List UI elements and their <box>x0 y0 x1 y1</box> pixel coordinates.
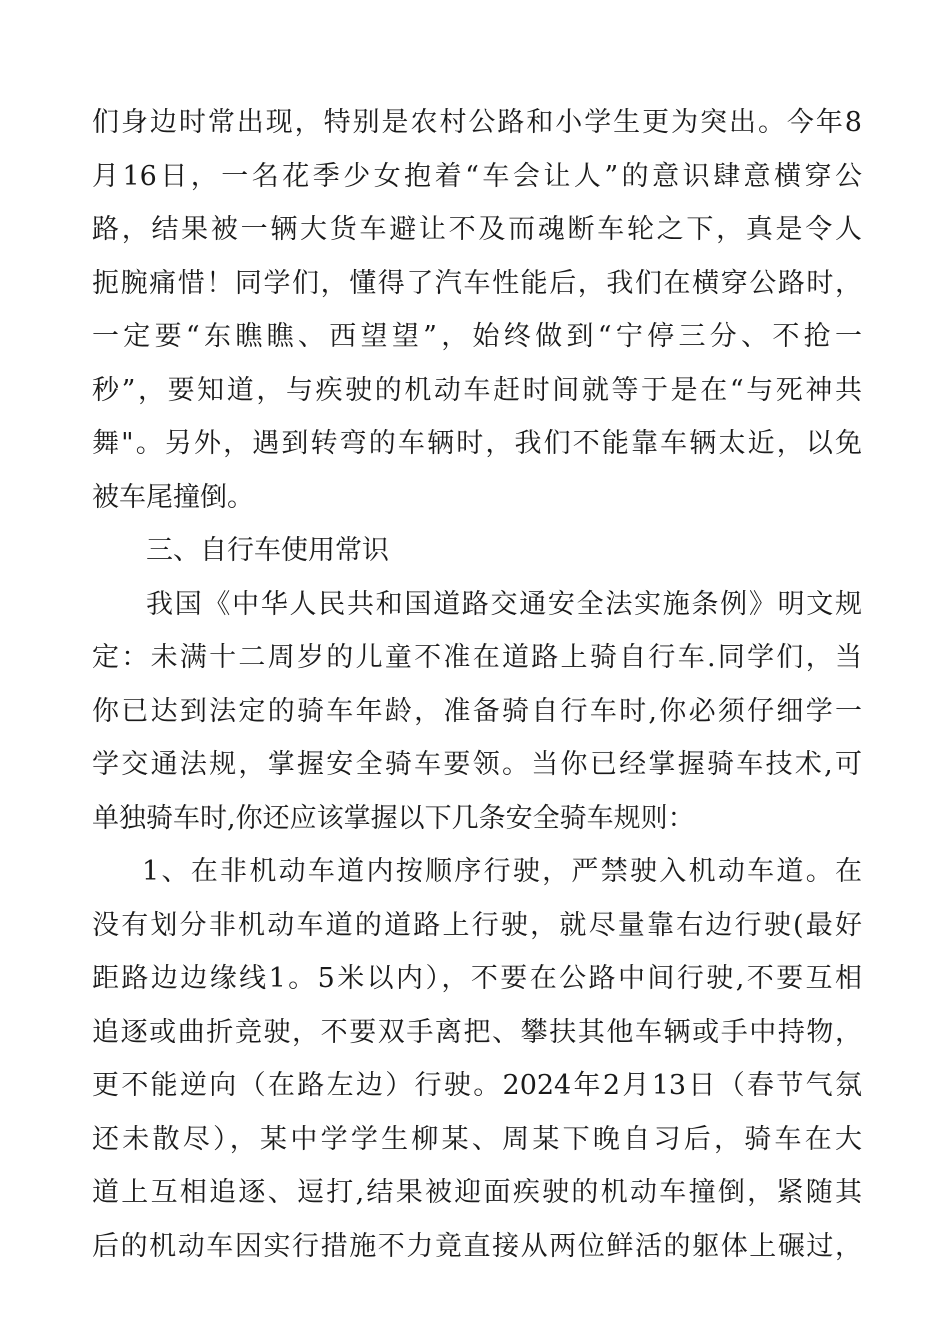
paragraph-line: 还未散尽），某中学学生柳某、周某下晚自习后，骑车在大 <box>92 1123 862 1155</box>
paragraph-line: 路，结果被一辆大货车避让不及而魂断车轮之下，真是令人 <box>92 214 862 245</box>
paragraph-line: 更不能逆向（在路左边）行驶。2024年2月13日（春节气氛 <box>92 1070 862 1101</box>
paragraph-line: 道上互相追逐、逗打,结果被迎面疾驶的机动车撞倒，紧随其 <box>92 1177 862 1208</box>
paragraph-line: 秒”，要知道，与疾驶的机动车赶时间就等于是在“与死神共 <box>92 374 862 406</box>
paragraph-line: 追逐或曲折竞驶，不要双手离把、攀扶其他车辆或手中持物， <box>92 1016 862 1048</box>
paragraph-line: 舞"。另外，遇到转弯的车辆时，我们不能靠车辆太近，以免 <box>92 428 862 459</box>
paragraph-line: 学交通法规，掌握安全骑车要领。当你已经掌握骑车技术,可 <box>92 749 862 780</box>
rule-item-line: 1、在非机动车道内按顺序行驶，严禁驶入机动车道。在 <box>142 856 862 887</box>
paragraph-line: 没有划分非机动车道的道路上行驶，就尽量靠右边行驶(最好 <box>92 909 862 941</box>
paragraph-line: 后的机动车因实行措施不力竟直接从两位鲜活的躯体上碾过， <box>92 1230 862 1262</box>
paragraph-line: 扼腕痛惜！同学们，懂得了汽车性能后，我们在横穿公路时， <box>92 267 862 299</box>
paragraph-line: 距路边边缘线1。5米以内），不要在公路中间行驶,不要互相 <box>92 963 862 994</box>
paragraph-line: 被车尾撞倒。 <box>92 481 254 513</box>
paragraph-line: 你已达到法定的骑车年龄，准备骑自行车时,你必须仔细学一 <box>92 695 862 727</box>
paragraph-line: 月16日，一名花季少女抱着“车会让人”的意识肆意横穿公 <box>92 160 862 192</box>
paragraph-line: 一定要“东瞧瞧、西望望”，始终做到“宁停三分、不抢一 <box>92 321 862 352</box>
paragraph-line: 定：未满十二周岁的儿童不准在道路上骑自行车.同学们，当 <box>92 642 862 673</box>
paragraph-line: 单独骑车时,你还应该掌握以下几条安全骑车规则： <box>92 802 695 834</box>
paragraph-line: 们身边时常出现，特别是农村公路和小学生更为突出。今年8 <box>92 107 862 138</box>
body-text <box>92 96 862 1273</box>
section-heading: 三、自行车使用常识 <box>146 535 389 566</box>
paragraph-line: 我国《中华人民共和国道路交通安全法实施条例》明文规 <box>146 588 862 620</box>
